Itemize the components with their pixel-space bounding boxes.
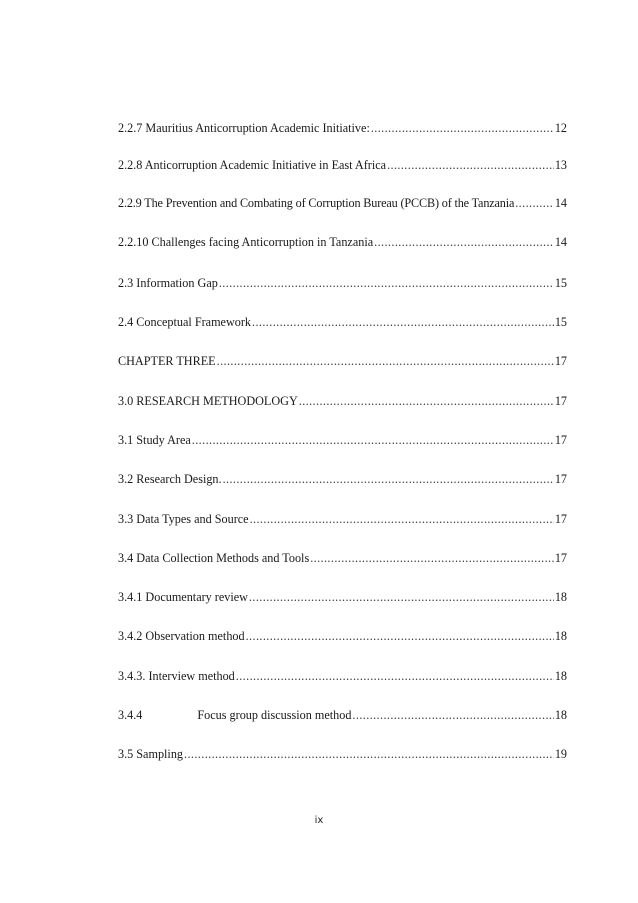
toc-entry[interactable]	[118, 588, 567, 606]
toc-dot-leader	[310, 549, 554, 567]
toc-dot-leader	[236, 667, 554, 685]
toc-dot-leader	[219, 274, 554, 292]
toc-entry-title: 3.3 Data Types and Source	[118, 512, 249, 526]
toc-entry-page: 17	[554, 354, 567, 368]
toc-entry-title: 2.2.9 The Prevention and Combating of Corruption Bureau (PCCB) of the Tanzania	[118, 196, 515, 210]
toc-entry-page: 17	[554, 472, 567, 486]
toc-dot-leader	[184, 745, 554, 763]
toc-dot-leader	[217, 352, 554, 370]
toc-dot-leader	[246, 627, 554, 645]
toc-entry-title: 3.4 Data Collection Methods and Tools	[118, 551, 310, 565]
toc-entry-title: 3.4.1 Documentary review	[118, 590, 248, 604]
toc-entry[interactable]	[118, 510, 567, 528]
toc-entry[interactable]	[118, 392, 567, 410]
toc-entry-page: 17	[554, 551, 567, 565]
toc-entry-title: 2.3 Information Gap	[118, 276, 218, 290]
toc-entry-title: 2.2.7 Mauritius Anticorruption Academic Initiative:	[118, 121, 370, 135]
toc-dot-leader	[250, 510, 554, 528]
toc-dot-leader	[252, 313, 554, 331]
toc-dot-leader	[352, 706, 553, 724]
toc-entry-page: 14	[554, 196, 567, 210]
toc-entry-title: 3.4.2 Observation method	[118, 629, 245, 643]
toc-entry-title: 2.2.8 Anticorruption Academic Initiative in East Africa	[118, 158, 387, 172]
toc-entry[interactable]	[118, 745, 567, 763]
page-number: ix	[314, 815, 324, 826]
toc-entry[interactable]	[118, 470, 567, 488]
toc-entry-page: 17	[554, 394, 567, 408]
toc-entry-page: 17	[554, 512, 567, 526]
toc-entry[interactable]	[118, 352, 567, 370]
toc-entry[interactable]	[118, 549, 567, 567]
toc-entry-page: 13	[554, 158, 567, 172]
toc-dot-leader	[223, 470, 554, 488]
toc-entry-number: 3.4.4	[118, 708, 143, 722]
toc-entry-title: 3.2 Research Design.	[118, 472, 222, 486]
toc-dot-leader	[374, 233, 554, 251]
toc-entry-title: Focus group discussion method	[197, 708, 352, 722]
toc-entry-title: 3.4.3. Interview method	[118, 669, 235, 683]
toc-entry-page: 17	[554, 433, 567, 447]
toc-entry[interactable]	[118, 313, 567, 331]
toc-entry-page: 19	[554, 747, 567, 761]
toc-dot-leader	[387, 156, 554, 174]
toc-entry-title: 3.5 Sampling	[118, 747, 184, 761]
toc-entry-page: 15	[554, 276, 567, 290]
toc-entry[interactable]	[118, 119, 567, 137]
toc-entry[interactable]	[118, 431, 567, 449]
toc-entry[interactable]	[118, 706, 567, 724]
toc-entry-page: 18	[554, 590, 567, 604]
toc-entry-title: 3.0 RESEARCH METHODOLOGY	[118, 394, 298, 408]
toc-entry[interactable]	[118, 194, 567, 212]
toc-dot-leader	[371, 119, 554, 137]
toc-entry[interactable]	[118, 667, 567, 685]
toc-dot-leader	[249, 588, 554, 606]
toc-entry-page: 18	[554, 708, 567, 722]
toc-entry[interactable]	[118, 274, 567, 292]
toc-entry-title: 3.1 Study Area	[118, 433, 191, 447]
toc-entry-page: 15	[554, 315, 567, 329]
toc-entry-title: CHAPTER THREE	[118, 354, 216, 368]
toc-entry[interactable]	[118, 156, 567, 174]
toc-entry-page: 18	[554, 629, 567, 643]
toc-dot-leader	[192, 431, 554, 449]
toc-entry-title: 2.4 Conceptual Framework	[118, 315, 252, 329]
toc-entry[interactable]	[118, 233, 567, 251]
toc-entry-title-group	[118, 706, 351, 724]
toc-entry-title: 2.2.10 Challenges facing Anticorruption in Tanzania	[118, 235, 374, 249]
toc-entry-page: 14	[554, 235, 567, 249]
toc-dot-leader	[299, 392, 554, 410]
toc-entry-page: 12	[554, 121, 567, 135]
toc-dot-leader	[515, 194, 554, 212]
toc-entry-page: 18	[554, 669, 567, 683]
toc-entry[interactable]	[118, 627, 567, 645]
